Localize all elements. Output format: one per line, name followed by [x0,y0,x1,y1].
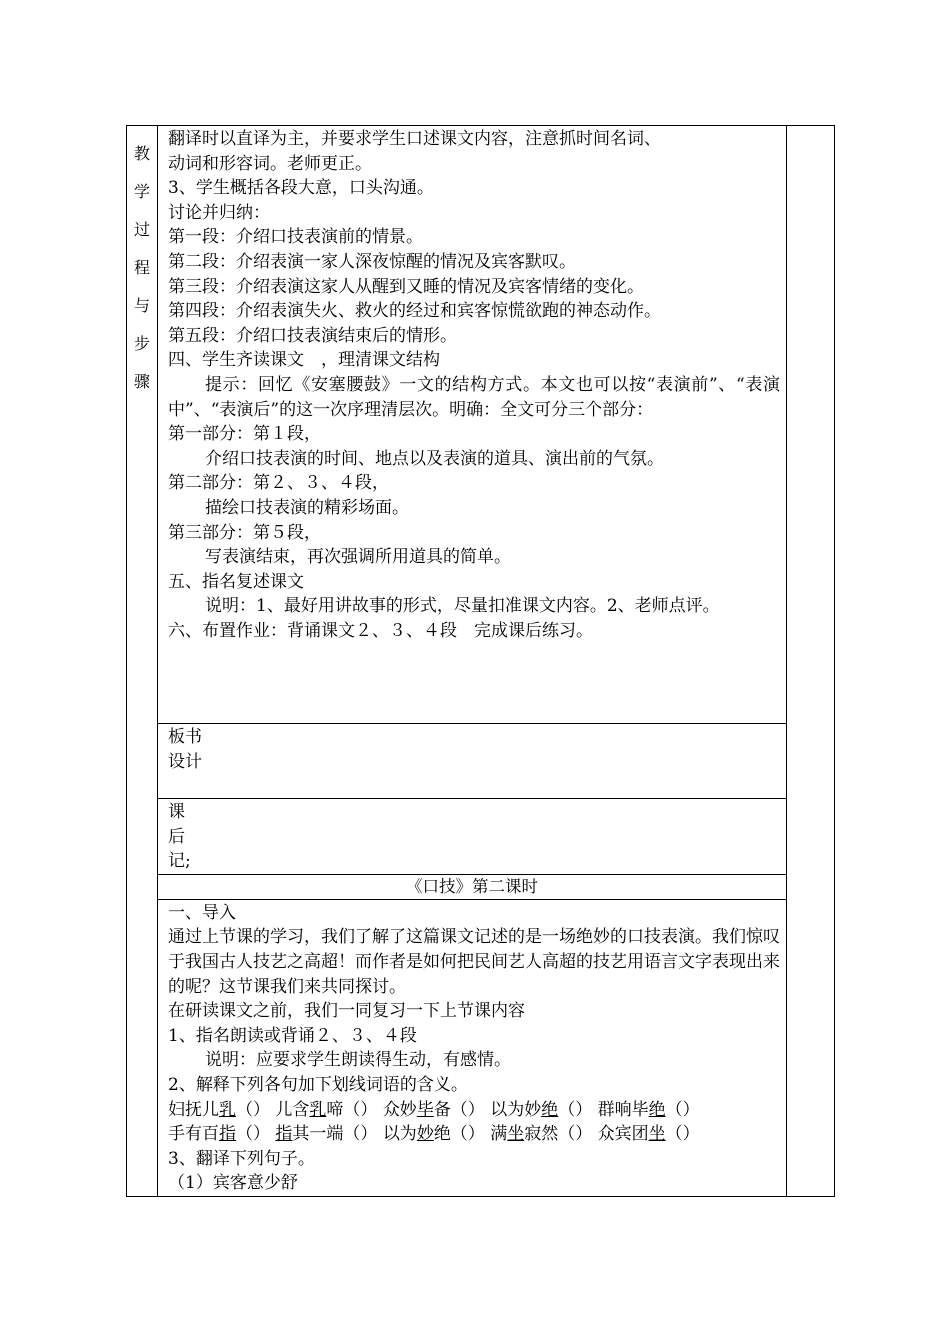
side-label-cell [127,126,158,1197]
teaching-process-text: 翻译时以直译为主，并要求学生口述课文内容，注意抓时间名词、 动词和形容词。老师更正。 3、学生概括各段大意，口头沟通。 讨论并归纳： 第一段：介绍口技表演前的情景。 第二段：介绍表演一家人深夜惊醒的情况及宾客默叹。 第三段：介绍表演这家人从醒到又睡的情况及宾客情绪的变化。 第四段：介绍表演失火、救火的经过和宾客惊慌欲跑的神态动作。 第五段：介绍口技表演结束后的情形。 四、学生齐读课文 ，理清课文结构 提示：回忆《安塞腰鼓》一文的结构方式。本文也可以按“表演前”、“表演中”、“表演后”的这一次序理清层次。明确：全文可分三个部分： 第一部分：第１段， 介绍口技表演的时间、地点以及表演的道具、演出前的气氛。 第二部分：第２、３、４段， 描绘口技表演的精彩场面。 第三部分：第５段， 写表演结束，再次强调所用道具的简单。 五、指名复述课文 说明：1、最好用讲故事的形式，尽量扣准课文内容。2、老师点评。 六、布置作业：背诵课文２、３、４段 完成课后练习。 [168,129,780,641]
vocab-row-1: 妇抚儿乳（） 儿含乳啼（） 众妙毕备（） 以为妙绝（） 群响毕绝（） [168,1099,700,1120]
second-lesson-title-cell [158,874,787,899]
side-label: 教 学 过 程 与 步 骤 [133,144,150,391]
lesson-plan-table [126,125,835,1197]
board-design-text: 板书 设计 [168,727,202,772]
board-design-cell [158,724,787,799]
after-class-notes-cell [158,799,787,875]
vocab-row-2: 手有百指（） 指其一端（） 以为妙绝（） 满坐寂然（） 众宾团坐（） [168,1124,700,1145]
after-class-notes-text: 课 后 记; [168,802,191,872]
teaching-process-cell [158,126,787,724]
second-lesson-title: 《口技》第二课时 [406,876,538,896]
second-lesson-content-cell [158,899,787,1196]
second-lesson-text: 一、导入 通过上节课的学习，我们了解了这篇课文记述的是一场绝妙的口技表演。我们惊叹于我国古人技艺之高超！而作者是如何把民间艺人高超的技艺用语言文字表现出来的呢？这节课我们来共同探讨。 在研读课文之前，我们一同复习一下上节课内容 1、指名朗读或背诵２、３、４段 说明：应要求学生朗读得生动，有感情。 2、解释下列各句加下划线词语的含义。 妇抚儿乳（） 儿含乳啼（） 众妙毕备（） 以为妙绝（） 群响毕绝（） 手有百指（） 指其一端（） 以为妙绝（） 满坐寂然（） 众宾团坐（） 3、翻译下列句子。 （1）宾客意少舒 [168,902,780,1194]
notes-column [787,126,835,1197]
